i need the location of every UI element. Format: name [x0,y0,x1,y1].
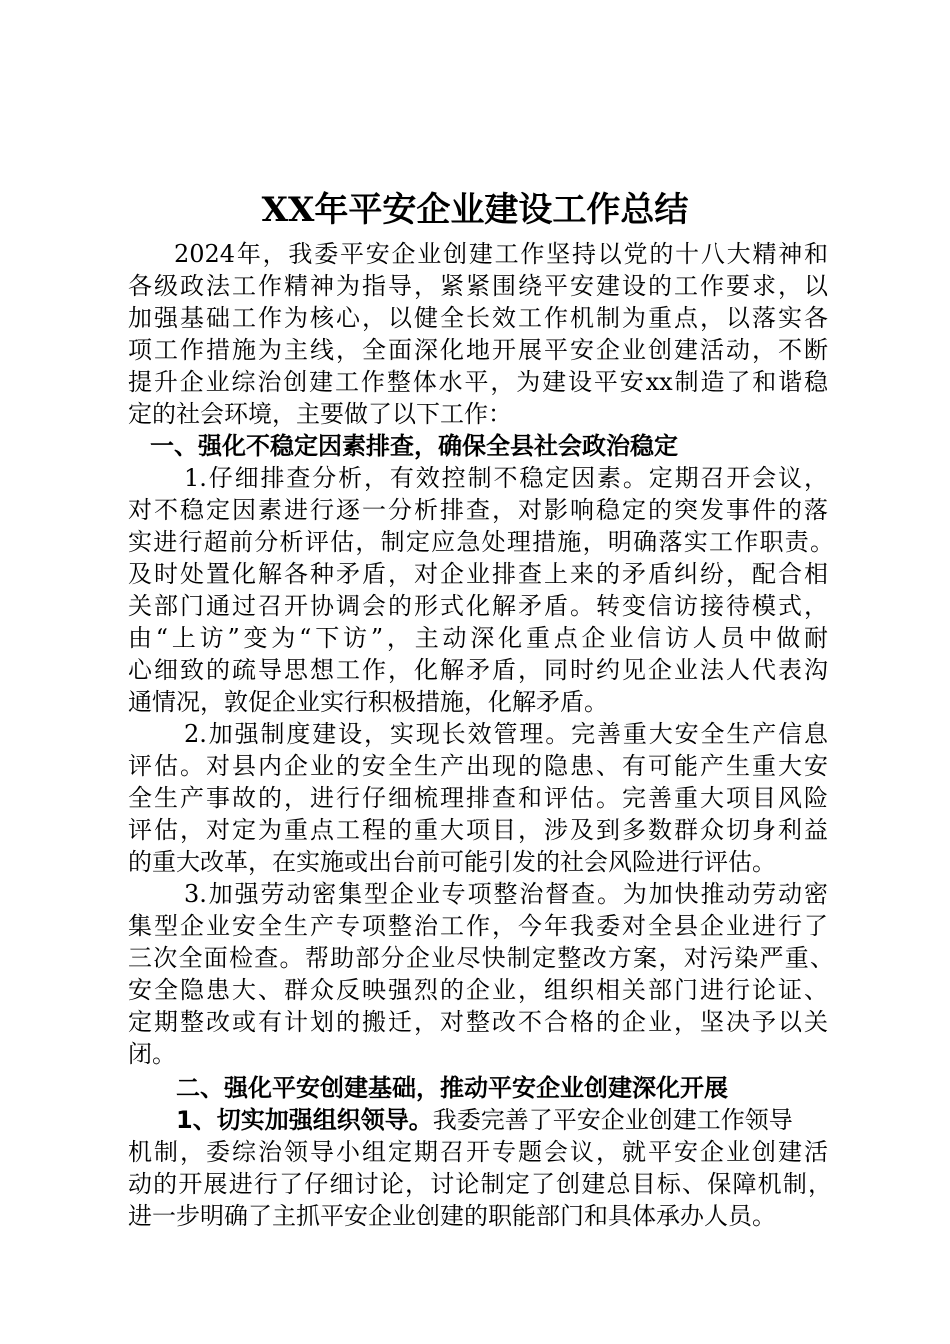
section-heading: 二、强化平安创建基础，推动平安企业创建深化开展 [176,1074,728,1102]
paragraph-line: 实进行超前分析评估，制定应急处理措施，明确落实工作职责。 [128,528,834,556]
document-title: XX年平安企业建设工作总结 [261,190,689,230]
paragraph-line: 2024年，我委平安企业创建工作坚持以党的十八大精神和 [174,240,828,268]
paragraph-line: 3.加强劳动密集型企业专项整治督查。为加快推动劳动密 [184,880,828,908]
paragraph-line: 及时处置化解各种矛盾，对企业排查上来的矛盾纠纷，配合相 [128,560,828,588]
paragraph-line: 闭。 [128,1040,176,1068]
paragraph-line: 进一步明确了主抓平安企业创建的职能部门和具体承办人员。 [128,1202,776,1230]
paragraph-line: 提升企业综治创建工作整体水平，为建设平安xx制造了和谐稳 [128,368,828,396]
paragraph-line: 定期整改或有计划的搬迁，对整改不合格的企业，坚决予以关 [128,1008,828,1036]
paragraph-line: 心细致的疏导思想工作，化解矛盾，同时约见企业法人代表沟 [128,656,828,684]
paragraph-line: 安全隐患大、群众反映强烈的企业，组织相关部门进行论证、 [128,976,828,1004]
paragraph-line: 1.仔细排查分析，有效控制不稳定因素。定期召开会议， [184,464,828,492]
paragraph-text: 我委完善了平安企业创建工作领导 [432,1106,793,1134]
section-heading: 一、强化不稳定因素排查，确保全县社会政治稳定 [150,432,678,460]
paragraph-line: 机制，委综治领导小组定期召开专题会议，就平安企业创建活 [128,1138,828,1166]
paragraph-line: 的重大改革，在实施或出台前可能引发的社会风险进行评估。 [128,848,776,876]
paragraph-line: 对不稳定因素进行逐一分析排查，对影响稳定的突发事件的落 [128,496,828,524]
paragraph-line: 加强基础工作为核心，以健全长效工作机制为重点，以落实各 [128,304,828,332]
paragraph-line: 各级政法工作精神为指导，紧紧围绕平安建设的工作要求，以 [128,272,828,300]
paragraph-line [176,1104,828,1136]
paragraph-line: 由“上访”变为“下访”，主动深化重点企业信访人员中做耐 [128,624,828,652]
paragraph-line: 关部门通过召开协调会的形式化解矛盾。转变信访接待模式， [128,592,828,620]
paragraph-line: 评估。对县内企业的安全生产出现的隐患、有可能产生重大安 [128,752,828,780]
paragraph-line: 全生产事故的，进行仔细梳理排查和评估。完善重大项目风险 [128,784,828,812]
paragraph-line: 三次全面检查。帮助部分企业尽快制定整改方案，对污染严重、 [128,944,834,972]
paragraph-line: 集型企业安全生产专项整治工作，今年我委对全县企业进行了 [128,912,828,940]
subheading-lead: 1、切实加强组织领导。 [176,1106,433,1134]
paragraph-line: 通情况，敦促企业实行积极措施，化解矛盾。 [128,688,608,716]
paragraph-line: 项工作措施为主线，全面深化地开展平安企业创建活动，不断 [128,336,828,364]
paragraph-line: 定的社会环境，主要做了以下工作： [128,400,512,428]
paragraph-line: 评估，对定为重点工程的重大项目，涉及到多数群众切身利益 [128,816,828,844]
paragraph-line: 2.加强制度建设，实现长效管理。完善重大安全生产信息 [184,720,828,748]
paragraph-line: 动的开展进行了仔细讨论，讨论制定了创建总目标、保障机制， [128,1170,832,1198]
